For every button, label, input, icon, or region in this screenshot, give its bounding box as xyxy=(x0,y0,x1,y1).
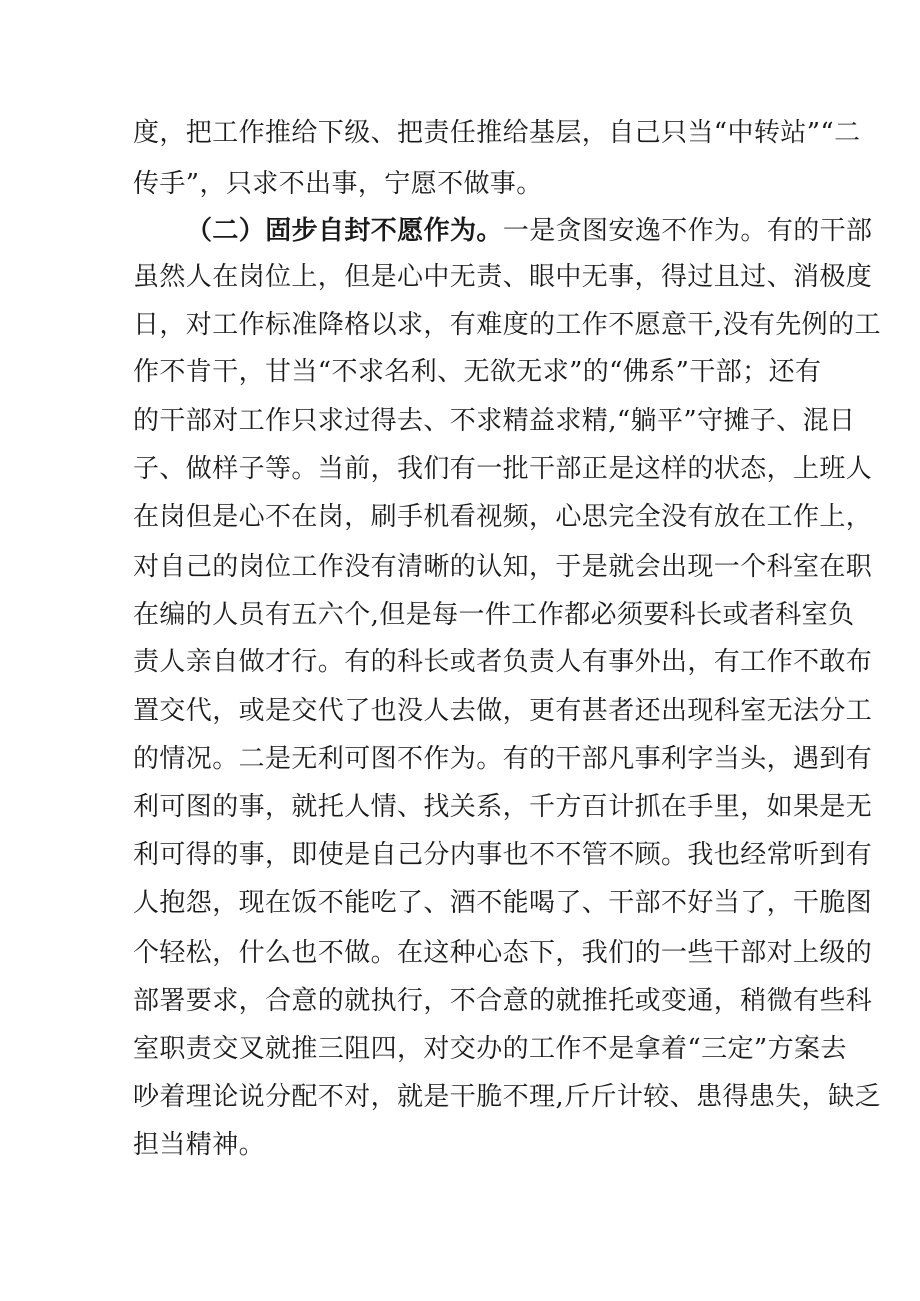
paragraph-line: 部署要求，合意的就执行，不合意的就推托或变通，稍微有些科 xyxy=(133,986,873,1016)
paragraph-line: 利可得的事，即使是自己分内事也不不管不顾。我也经常听到有 xyxy=(133,840,873,870)
paragraph-line: 传手”，只求不出事，宁愿不做事。 xyxy=(133,169,543,199)
paragraph-line: 室职责交叉就推三阻四，对交办的工作不是拿着“三定”方案去 xyxy=(133,1034,847,1064)
paragraph-line: 置交代，或是交代了也没人去做，更有甚者还出现科室无法分工 xyxy=(133,696,873,726)
section-heading: （二）固步自封不愿作为。 xyxy=(186,216,503,246)
paragraph-line: 子、做样子等。当前，我们有一批干部正是这样的状态，上班人 xyxy=(133,454,873,484)
paragraph-line: 人抱怨，现在饭不能吃了、酒不能喝了、干部不好当了，干脆图 xyxy=(133,888,873,918)
paragraph-line: 个轻松，什么也不做。在这种心态下，我们的一些干部对上级的 xyxy=(133,938,873,968)
paragraph-line: 吵着理论说分配不对，就是干脆不理,斤斤计较、患得患失，缺乏 xyxy=(133,1082,881,1112)
paragraph-line: 的干部对工作只求过得去、不求精益求精,“躺平”守摊子、混日 xyxy=(133,406,856,436)
paragraph-line: 责人亲自做才行。有的科长或者负责人有事外出，有工作不敢布 xyxy=(133,647,873,677)
paragraph-line: 在岗但是心不在岗，刷手机看视频，心思完全没有放在工作上， xyxy=(133,502,873,532)
paragraph-line: 的情况。二是无利可图不作为。有的干部凡事利字当头，遇到有 xyxy=(133,744,873,774)
section-heading-line xyxy=(186,214,873,248)
paragraph-line: 虽然人在岗位上，但是心中无责、眼中无事，得过且过、消极度 xyxy=(133,262,873,292)
paragraph-line: 对自己的岗位工作没有清晰的认知，于是就会出现一个科室在职 xyxy=(133,552,873,582)
section-heading-rest: 一是贪图安逸不作为。有的干部 xyxy=(502,216,873,246)
paragraph-line: 日，对工作标准降格以求，有难度的工作不愿意干,没有先例的工 xyxy=(133,310,881,340)
paragraph-line: 在编的人员有五六个,但是每一件工作都必须要科长或者科室负 xyxy=(133,600,855,630)
paragraph-line: 作不肯干，甘当“不求名利、无欲无求”的“佛系”干部；还有 xyxy=(133,357,822,387)
paragraph-line: 度，把工作推给下级、把责任推给基层，自己只当“中转站”“二 xyxy=(133,118,861,148)
paragraph-line: 利可图的事，就托人情、找关系，千方百计抓在手里，如果是无 xyxy=(133,792,873,822)
paragraph-line: 担当精神。 xyxy=(133,1130,266,1160)
